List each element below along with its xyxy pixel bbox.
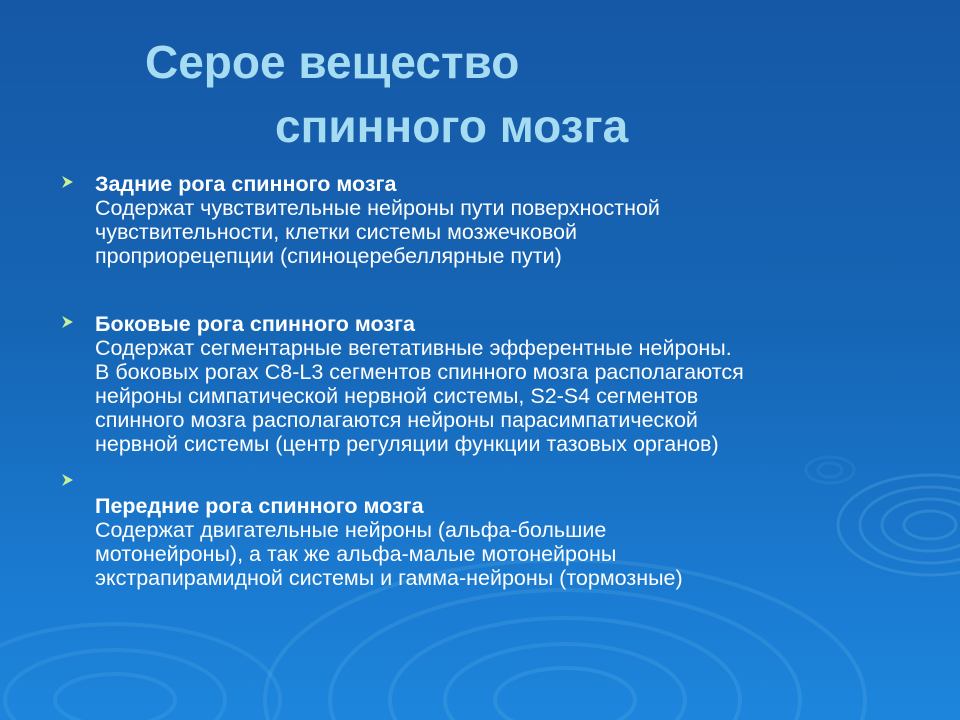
arrowhead-bullet-icon xyxy=(60,472,76,488)
bullet-body-line: Содержат чувствительные нейроны пути поверхностной xyxy=(95,196,660,220)
bullet-body-line: спинного мозга располагаются нейроны парасимпатической xyxy=(95,408,698,432)
bullet-heading: Задние рога спинного мозга xyxy=(95,172,397,196)
bullet-body-line: В боковых рогах С8-L3 сегментов спинного мозга располагаются xyxy=(95,360,744,384)
bullet-body-line: проприорецепции (спиноцеребеллярные пути) xyxy=(95,244,562,268)
arrowhead-bullet-icon xyxy=(60,174,76,190)
bullet-body-line: нервной системы (центр регуляции функции тазовых органов) xyxy=(95,432,719,456)
bullet-body-line: Содержат сегментарные вегетативные эфферентные нейроны. xyxy=(95,336,732,360)
bullet-text xyxy=(95,494,925,590)
bullet-heading: Передние рога спинного мозга xyxy=(95,494,424,518)
slide-title-line-2: спинного мозга xyxy=(275,100,629,152)
bullet-body-line: Содержат двигательные нейроны (альфа-большие xyxy=(95,518,607,542)
arrowhead-bullet-icon xyxy=(60,314,76,330)
slide-title-line-1: Серое вещество xyxy=(145,36,520,88)
bullet-text xyxy=(95,312,925,456)
bullet-heading: Боковые рога спинного мозга xyxy=(95,312,415,336)
bullet-body-line: нейроны симпатической нервной системы, S2-S4 сегментов xyxy=(95,384,699,408)
bullet-text xyxy=(95,172,925,268)
bullet-body-line: мотонейроны), а так же альфа-малые мотонейроны xyxy=(95,542,617,566)
bullet-body-line: экстрапирамидной системы и гамма-нейроны (тормозные) xyxy=(95,566,683,590)
bullet-body-line: чувствительности, клетки системы мозжечковой xyxy=(95,220,578,244)
